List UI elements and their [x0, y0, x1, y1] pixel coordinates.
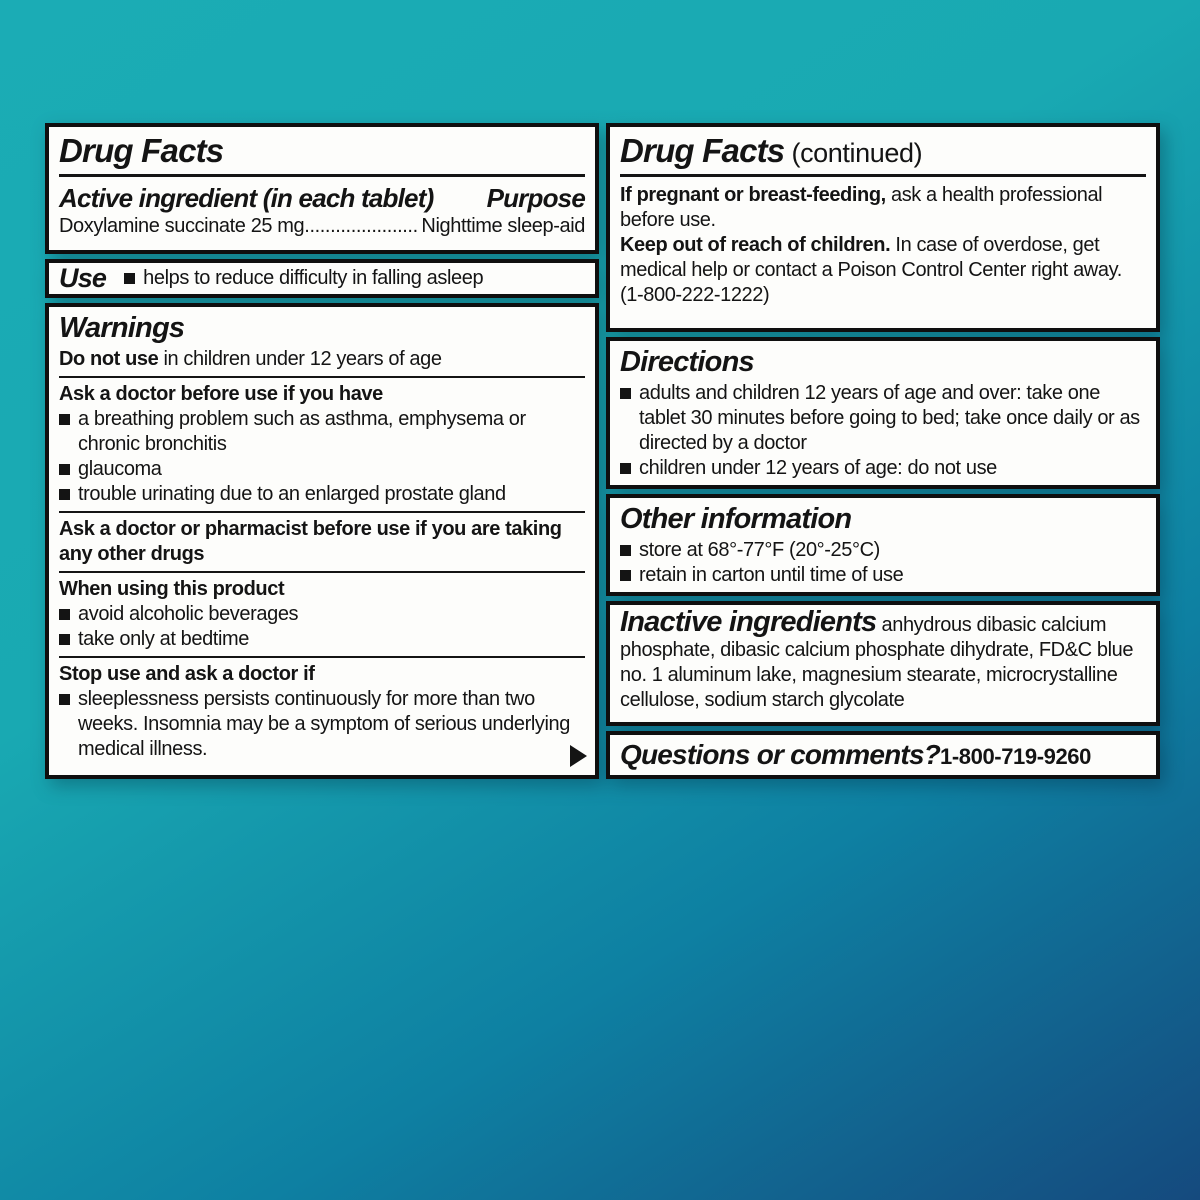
directions-section [606, 337, 1160, 489]
ask-doctor-heading: Ask a doctor before use if you have [59, 383, 383, 405]
bullet-icon [620, 463, 631, 474]
bullet-icon [620, 388, 631, 399]
questions-section [606, 731, 1160, 779]
use-section [45, 259, 599, 298]
right-panel [606, 123, 1160, 779]
when-using-heading: When using this product [59, 578, 285, 600]
warnings-bullet: trouble urinating due to an enlarged prostate gland [59, 482, 585, 507]
active-ingredient-heading: Active ingredient (in each tablet) [59, 183, 434, 213]
drug-facts-title: Drug Facts [59, 132, 224, 169]
warnings-divider [59, 656, 585, 658]
bullet-icon [59, 634, 70, 645]
warnings-divider [59, 376, 585, 378]
ingredient-purpose: Nighttime sleep-aid [421, 215, 585, 237]
drug-facts-header-section [45, 123, 599, 254]
drug-facts-label [45, 123, 1160, 779]
warnings-divider [59, 571, 585, 573]
active-ingredient-heading-row [59, 183, 585, 213]
dot-leader: ...................... [304, 215, 418, 237]
keep-out-of-reach-warning: Keep out of reach of children. In case of overdose, get medical help or contact a Poison Control Center right away. (1-800-222-1222) [620, 234, 1122, 306]
use-heading: Use [59, 263, 107, 293]
other-information-heading: Other information [620, 503, 852, 536]
questions-heading: Questions or comments? [620, 739, 941, 770]
other-information-bullet: retain in carton until time of use [620, 563, 1146, 588]
warnings-bullet: take only at bedtime [59, 627, 585, 652]
do-not-use-line: Do not use in children under 12 years of age [59, 348, 442, 370]
warnings-bullet: a breathing problem such as asthma, emphysema or chronic bronchitis [59, 407, 585, 457]
use-bullet-item: helps to reduce difficulty in falling asleep [124, 266, 483, 291]
inactive-ingredients-section [606, 601, 1160, 726]
drug-facts-continued-section [606, 123, 1160, 332]
warnings-divider [59, 511, 585, 513]
pregnant-warning: If pregnant or breast-feeding, ask a health professional before use. [620, 184, 1103, 231]
inactive-ingredients-heading: Inactive ingredients [620, 606, 877, 639]
ingredient-name: Doxylamine succinate 25 mg [59, 215, 305, 237]
continue-arrow-icon [570, 745, 587, 767]
purpose-heading: Purpose [486, 183, 585, 213]
questions-phone-number: 1-800-719-9260 [940, 744, 1091, 769]
other-information-bullet: store at 68°-77°F (20°-25°C) [620, 538, 1146, 563]
warnings-bullet: glaucoma [59, 457, 585, 482]
directions-bullet: adults and children 12 years of age and over: take one tablet 30 minutes before going to bed; take once daily or as directed by a doctor [620, 381, 1146, 456]
title-divider [59, 174, 585, 177]
directions-bullet: children under 12 years of age: do not use [620, 456, 1146, 481]
bullet-icon [59, 489, 70, 500]
title-divider [620, 174, 1146, 177]
left-panel [45, 123, 599, 779]
bullet-icon [620, 570, 631, 581]
ask-pharmacist-heading: Ask a doctor or pharmacist before use if you are taking any other drugs [59, 518, 562, 565]
warnings-bullet: avoid alcoholic beverages [59, 602, 585, 627]
warnings-section [45, 303, 599, 779]
warnings-bullet: sleeplessness persists continuously for more than two weeks. Insomnia may be a symptom of serious underlying medical illness. [59, 687, 585, 762]
bullet-icon [59, 414, 70, 425]
inactive-ingredients-text: Inactive ingredients anhydrous dibasic calcium phosphate, dibasic calcium phosphate dihydrate, FD&C blue no. 1 aluminum lake, magnesium stearate, microcrystalline cellulose, sodium starch glycolate [620, 606, 1134, 712]
bullet-icon [124, 273, 135, 284]
bullet-icon [59, 609, 70, 620]
bullet-icon [620, 545, 631, 556]
bullet-icon [59, 694, 70, 705]
drug-facts-continued-title: Drug Facts (continued) [620, 132, 923, 169]
stop-use-heading: Stop use and ask a doctor if [59, 663, 315, 685]
ingredient-row [59, 213, 585, 239]
warnings-heading: Warnings [59, 312, 185, 344]
bullet-icon [59, 464, 70, 475]
other-information-section [606, 494, 1160, 596]
directions-heading: Directions [620, 346, 754, 379]
